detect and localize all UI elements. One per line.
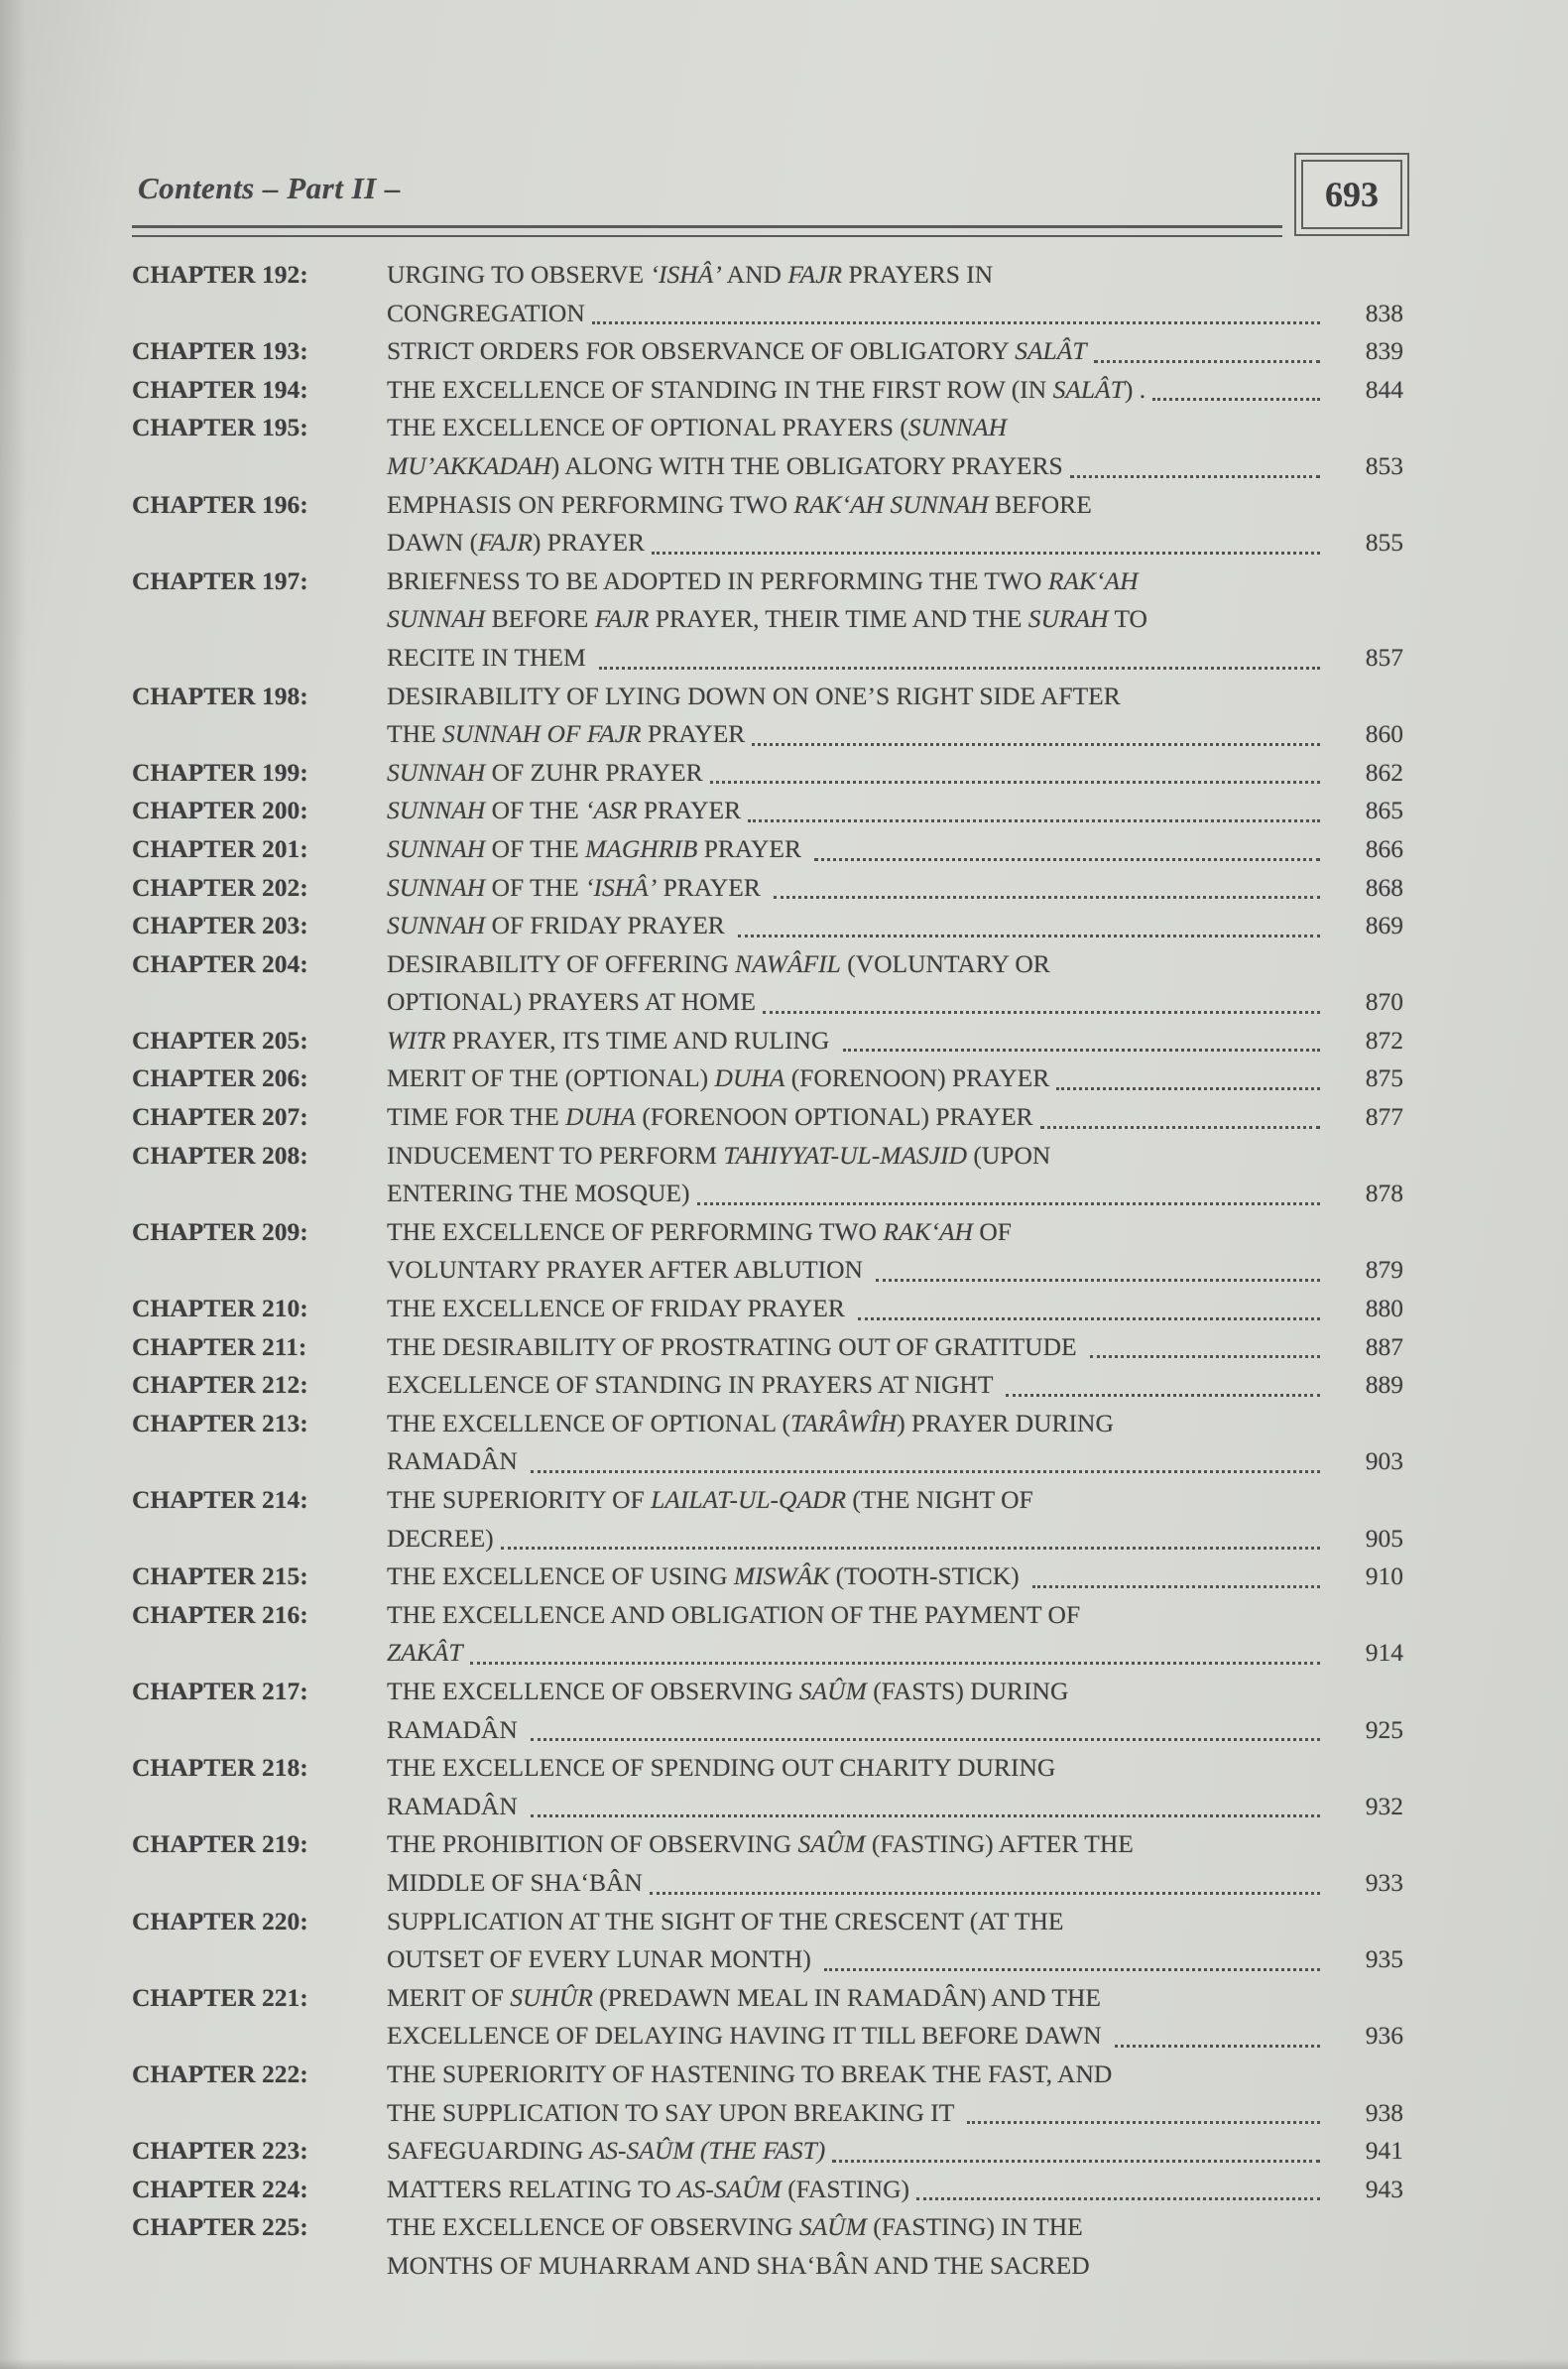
chapter-title <box>387 945 1324 1022</box>
chapter-title-text: THE EXCELLENCE OF FRIDAY PRAYER <box>387 1294 852 1323</box>
dot-leader <box>1040 1126 1320 1129</box>
chapter-title-text: MATTERS RELATING TO AS-SAÛM (FASTING) <box>387 2174 909 2203</box>
chapter-title <box>387 754 1324 793</box>
chapter-label: CHAPTER 207: <box>132 1102 308 1132</box>
header-double-rule <box>132 225 1282 237</box>
toc-entry <box>132 486 1403 562</box>
chapter-title <box>387 562 1324 678</box>
chapter-title-line <box>387 792 1324 830</box>
chapter-title <box>387 332 1324 371</box>
page-ref: 941 <box>1365 2136 1403 2166</box>
chapter-title-text: RAMADÂN <box>387 1714 525 1744</box>
chapter-label: CHAPTER 211: <box>132 1331 307 1361</box>
chapter-title-text: MERIT OF SUHÛR (PREDAWN MEAL IN RAMADÂN) AND THE <box>387 1982 1101 2012</box>
chapter-label: CHAPTER 216: <box>132 1599 308 1629</box>
dot-leader <box>697 1202 1320 1205</box>
page-header-title: Contents – Part II – <box>138 171 401 205</box>
toc-entry <box>132 1825 1403 1902</box>
chapter-title <box>387 2171 1324 2209</box>
chapter-title-line <box>387 2056 1324 2094</box>
chapter-title-line <box>387 256 1324 295</box>
toc-entry <box>132 2208 1403 2285</box>
chapter-label: CHAPTER 223: <box>132 2136 308 2166</box>
chapter-title-line <box>387 1940 1324 1979</box>
toc-entry <box>132 1022 1403 1060</box>
chapter-title-text: RECITE IN THEM <box>387 642 593 672</box>
chapter-title-line <box>387 945 1324 984</box>
chapter-title-line <box>387 830 1324 869</box>
chapter-title-text: MU’AKKADAH) ALONG WITH THE OBLIGATORY PRAYERS <box>387 450 1063 480</box>
chapter-title-text: URGING TO OBSERVE ‘ISHÂ’ AND FAJR PRAYERS IN <box>387 260 994 289</box>
chapter-title <box>387 1022 1324 1060</box>
toc-entry <box>132 332 1403 371</box>
toc-entry <box>132 1290 1403 1328</box>
chapter-title-line <box>387 983 1324 1022</box>
chapter-title-text: THE EXCELLENCE OF USING MISWÂK (TOOTH-STICK) <box>387 1561 1026 1591</box>
chapter-label: CHAPTER 200: <box>132 796 308 825</box>
chapter-title-line <box>387 1098 1324 1137</box>
toc-entry <box>132 1749 1403 1825</box>
page-ref: 838 <box>1365 298 1403 327</box>
dot-leader <box>1070 475 1320 478</box>
dot-leader <box>1094 360 1320 363</box>
toc-entry <box>132 1405 1403 1481</box>
toc-entry <box>132 830 1403 869</box>
toc-entry <box>132 792 1403 830</box>
chapter-title <box>387 792 1324 830</box>
page-ref: 869 <box>1365 911 1403 940</box>
chapter-title-text: EXCELLENCE OF STANDING IN PRAYERS AT NIGHT <box>387 1370 1000 1400</box>
chapter-title-text: THE PROHIBITION OF OBSERVING SAÛM (FASTING) AFTER THE <box>387 1829 1134 1859</box>
chapter-title-text: ENTERING THE MOSQUE) <box>387 1179 690 1208</box>
chapter-title-text: ZAKÂT <box>387 1638 463 1668</box>
chapter-label: CHAPTER 196: <box>132 489 308 519</box>
chapter-label: CHAPTER 193: <box>132 336 308 366</box>
chapter-title-line <box>387 1060 1324 1098</box>
toc-entry <box>132 1558 1403 1596</box>
chapter-title-line <box>387 1481 1324 1520</box>
chapter-title-text: SUNNAH OF FRIDAY PRAYER <box>387 911 732 940</box>
page-ref: 853 <box>1365 450 1403 480</box>
chapter-title-line <box>387 678 1324 716</box>
chapter-title <box>387 830 1324 869</box>
chapter-title-text: STRICT ORDERS FOR OBSERVANCE OF OBLIGATORY SALÂT <box>387 336 1087 366</box>
chapter-title-text: DESIRABILITY OF OFFERING NAWÂFIL (VOLUNTARY OR <box>387 948 1050 978</box>
chapter-title-text: SAFEGUARDING AS-SAÛM (THE FAST) <box>387 2136 826 2166</box>
dot-leader <box>738 935 1320 937</box>
dot-leader <box>843 1049 1320 1052</box>
dot-leader <box>748 819 1320 822</box>
chapter-title <box>387 371 1324 410</box>
chapter-label: CHAPTER 219: <box>132 1829 308 1859</box>
chapter-title-line <box>387 1903 1324 1941</box>
chapter-title <box>387 256 1324 332</box>
chapter-title-line <box>387 869 1324 908</box>
chapter-title <box>387 1481 1324 1558</box>
toc-entry <box>132 1060 1403 1098</box>
dot-leader <box>1056 1087 1320 1090</box>
chapter-title-line <box>387 2208 1324 2247</box>
chapter-title-text: THE SUPERIORITY OF HASTENING TO BREAK THE FAST, AND <box>387 2058 1113 2088</box>
chapter-label: CHAPTER 206: <box>132 1063 308 1093</box>
toc-entry <box>132 1673 1403 1749</box>
chapter-title-line <box>387 562 1324 601</box>
chapter-label: CHAPTER 204: <box>132 948 308 978</box>
chapter-title <box>387 1213 1324 1290</box>
chapter-title-line <box>387 332 1324 371</box>
page-ref: 903 <box>1365 1446 1403 1476</box>
chapter-title-line <box>387 1558 1324 1596</box>
page-ref: 865 <box>1365 796 1403 825</box>
dot-leader <box>876 1279 1320 1282</box>
toc-entry <box>132 1903 1403 1979</box>
chapter-title-text: CONGREGATION <box>387 298 585 327</box>
chapter-title-line <box>387 1825 1324 1864</box>
toc-entry <box>132 1366 1403 1405</box>
chapter-title-text: RAMADÂN <box>387 1791 525 1820</box>
chapter-title <box>387 1825 1324 1902</box>
toc-entry <box>132 1098 1403 1137</box>
chapter-title-text: THE EXCELLENCE AND OBLIGATION OF THE PAYMENT OF <box>387 1599 1081 1629</box>
page-ref: 925 <box>1365 1714 1403 1744</box>
page-ref: 932 <box>1365 1791 1403 1820</box>
page-ref: 933 <box>1365 1867 1403 1897</box>
chapter-title-line <box>387 1634 1324 1673</box>
chapter-title <box>387 1903 1324 1979</box>
chapter-title-text: SUNNAH OF THE ‘ISHÂ’ PRAYER <box>387 872 768 902</box>
chapter-title-line <box>387 1864 1324 1903</box>
dot-leader <box>710 781 1320 784</box>
page-ref: 943 <box>1365 2174 1403 2203</box>
chapter-title-text: VOLUNTARY PRAYER AFTER ABLUTION <box>387 1255 870 1285</box>
toc-entry <box>132 371 1403 410</box>
dot-leader <box>1032 1585 1320 1588</box>
chapter-title-text: THE EXCELLENCE OF SPENDING OUT CHARITY DURING <box>387 1753 1056 1783</box>
chapter-title-text: THE EXCELLENCE OF OBSERVING SAÛM (FASTING) IN THE <box>387 2212 1083 2242</box>
chapter-label: CHAPTER 218: <box>132 1753 308 1783</box>
dot-leader <box>832 2160 1320 2163</box>
chapter-title-line <box>387 907 1324 945</box>
toc-entry <box>132 754 1403 793</box>
chapter-title-text: OUTSET OF EVERY LUNAR MONTH) <box>387 1944 818 1974</box>
chapter-title-line <box>387 1788 1324 1826</box>
toc-entry <box>132 907 1403 945</box>
chapter-title-line <box>387 1290 1324 1328</box>
chapter-label: CHAPTER 215: <box>132 1561 308 1591</box>
toc-entry <box>132 2056 1403 2132</box>
toc-entry <box>132 678 1403 754</box>
dot-leader <box>1090 1355 1320 1358</box>
chapter-title-line <box>387 1022 1324 1060</box>
chapter-title-text: THE EXCELLENCE OF OPTIONAL (TARÂWÎH) PRAYER DURING <box>387 1408 1114 1437</box>
dot-leader <box>967 2121 1320 2124</box>
toc-entry <box>132 2171 1403 2209</box>
dot-leader <box>470 1662 1320 1665</box>
toc-entry <box>132 945 1403 1022</box>
chapter-title-line <box>387 2094 1324 2133</box>
chapter-title <box>387 1137 1324 1213</box>
dot-leader <box>1006 1394 1320 1397</box>
chapter-title-line <box>387 600 1324 639</box>
chapter-title-text: THE EXCELLENCE OF STANDING IN THE FIRST ROW (IN SALÂT) . <box>387 374 1146 404</box>
chapter-title <box>387 2132 1324 2171</box>
chapter-label: CHAPTER 198: <box>132 681 308 710</box>
chapter-title-line <box>387 1328 1324 1367</box>
chapter-title-text: MONTHS OF MUHARRAM AND SHA‘BÂN AND THE SACRED <box>387 2250 1090 2280</box>
chapter-title-text: MIDDLE OF SHA‘BÂN <box>387 1867 643 1897</box>
chapter-label: CHAPTER 199: <box>132 757 308 787</box>
dot-leader <box>650 1892 1320 1895</box>
chapter-title <box>387 1673 1324 1749</box>
chapter-title <box>387 486 1324 562</box>
toc-entry <box>132 409 1403 485</box>
dot-leader <box>531 1470 1320 1473</box>
chapter-title-text: THE EXCELLENCE OF OBSERVING SAÛM (FASTS) DURING <box>387 1676 1069 1705</box>
chapter-title-line <box>387 1442 1324 1481</box>
chapter-title-text: SUPPLICATION AT THE SIGHT OF THE CRESCENT (AT THE <box>387 1906 1064 1935</box>
toc-entry <box>132 1328 1403 1367</box>
chapter-title-text: WITR PRAYER, ITS TIME AND RULING <box>387 1025 836 1055</box>
page-ref: 855 <box>1365 528 1403 558</box>
chapter-title <box>387 1558 1324 1596</box>
dot-leader <box>652 552 1320 555</box>
chapter-title-text: EMPHASIS ON PERFORMING TWO RAK‘AH SUNNAH BEFORE <box>387 489 1092 519</box>
chapter-title-text: TIME FOR THE DUHA (FORENOON OPTIONAL) PRAYER <box>387 1102 1033 1132</box>
dot-leader <box>1152 398 1320 401</box>
chapter-title-text: THE EXCELLENCE OF OPTIONAL PRAYERS (SUNNAH <box>387 413 1008 442</box>
toc-entry <box>132 1979 1403 2056</box>
dot-leader <box>1115 2045 1320 2048</box>
chapter-label: CHAPTER 212: <box>132 1370 308 1400</box>
chapter-label: CHAPTER 213: <box>132 1408 308 1437</box>
page-ref: 905 <box>1365 1523 1403 1553</box>
dot-leader <box>824 1968 1320 1971</box>
chapter-title-line <box>387 1405 1324 1443</box>
page-ref: 935 <box>1365 1944 1403 1974</box>
chapter-title-line <box>387 409 1324 447</box>
page-ref: 879 <box>1365 1255 1403 1285</box>
chapter-title-line <box>387 524 1324 562</box>
page-ref: 889 <box>1365 1370 1403 1400</box>
page-ref: 860 <box>1365 719 1403 749</box>
chapter-title-line <box>387 1366 1324 1405</box>
page-ref: 857 <box>1365 642 1403 672</box>
chapter-title <box>387 1405 1324 1481</box>
chapter-title-text: SUNNAH OF ZUHR PRAYER <box>387 757 703 787</box>
dot-leader <box>774 896 1320 899</box>
toc-entry <box>132 1596 1403 1673</box>
toc-entry <box>132 256 1403 332</box>
chapter-title <box>387 1290 1324 1328</box>
chapter-label: CHAPTER 214: <box>132 1485 308 1514</box>
chapter-label: CHAPTER 209: <box>132 1216 308 1246</box>
chapter-title-text: MERIT OF THE (OPTIONAL) DUHA (FORENOON) PRAYER <box>387 1063 1050 1093</box>
dot-leader <box>592 321 1320 324</box>
page-ref: 936 <box>1365 2021 1403 2051</box>
chapter-title <box>387 2208 1324 2285</box>
chapter-title-line <box>387 371 1324 410</box>
chapter-title <box>387 907 1324 945</box>
chapter-title-line <box>387 1251 1324 1290</box>
chapter-title-line <box>387 486 1324 525</box>
chapter-title-line <box>387 2247 1324 2286</box>
chapter-title-line <box>387 295 1324 333</box>
chapter-title <box>387 1060 1324 1098</box>
chapter-title <box>387 1328 1324 1367</box>
dot-leader <box>531 1814 1320 1817</box>
chapter-title-text: RAMADÂN <box>387 1446 525 1476</box>
dot-leader <box>531 1738 1320 1741</box>
page-ref: 862 <box>1365 757 1403 787</box>
page-number-box <box>1294 153 1409 236</box>
chapter-title-line <box>387 1137 1324 1176</box>
chapter-title-line <box>387 1711 1324 1750</box>
chapter-title-line <box>387 1520 1324 1559</box>
dot-leader <box>858 1317 1320 1320</box>
chapter-label: CHAPTER 205: <box>132 1025 308 1055</box>
page-ref: 872 <box>1365 1025 1403 1055</box>
chapter-title <box>387 1749 1324 1825</box>
chapter-title-text: DECREE) <box>387 1523 494 1553</box>
dot-leader <box>599 667 1320 670</box>
page-ref: 910 <box>1365 1561 1403 1591</box>
chapter-title <box>387 1979 1324 2056</box>
page-number: 693 <box>1325 175 1379 214</box>
dot-leader <box>752 743 1320 746</box>
chapter-label: CHAPTER 222: <box>132 2058 308 2088</box>
page-ref: 870 <box>1365 987 1403 1017</box>
chapter-label: CHAPTER 194: <box>132 374 308 404</box>
chapter-title-text: THE EXCELLENCE OF PERFORMING TWO RAK‘AH OF <box>387 1216 1012 1246</box>
page-ref: 880 <box>1365 1294 1403 1323</box>
chapter-title-line <box>387 1175 1324 1213</box>
toc-entry <box>132 869 1403 908</box>
chapter-title-text: THE DESIRABILITY OF PROSTRATING OUT OF GRATITUDE <box>387 1331 1083 1361</box>
chapter-title-text: THE SUPPLICATION TO SAY UPON BREAKING IT <box>387 2097 961 2127</box>
chapter-title-line <box>387 1749 1324 1788</box>
dot-leader <box>814 858 1320 861</box>
chapter-label: CHAPTER 203: <box>132 911 308 940</box>
chapter-title-line <box>387 715 1324 754</box>
page-ref: 868 <box>1365 872 1403 902</box>
chapter-label: CHAPTER 225: <box>132 2212 308 2242</box>
chapter-title-text: SUNNAH BEFORE FAJR PRAYER, THEIR TIME AND THE SURAH TO <box>387 604 1147 634</box>
chapter-title-line <box>387 447 1324 486</box>
toc-entry <box>132 2132 1403 2171</box>
chapter-title <box>387 1596 1324 1673</box>
chapter-title <box>387 1366 1324 1405</box>
page-ref: 887 <box>1365 1331 1403 1361</box>
chapter-title-text: BRIEFNESS TO BE ADOPTED IN PERFORMING THE TWO RAK‘AH <box>387 565 1139 595</box>
chapter-title <box>387 2056 1324 2132</box>
chapter-title-line <box>387 1979 1324 2018</box>
page-ref: 878 <box>1365 1179 1403 1208</box>
chapter-title-line <box>387 2171 1324 2209</box>
chapter-label: CHAPTER 220: <box>132 1906 308 1935</box>
page-ref: 938 <box>1365 2097 1403 2127</box>
page-ref: 875 <box>1365 1063 1403 1093</box>
page-ref: 866 <box>1365 833 1403 863</box>
chapter-title <box>387 409 1324 485</box>
toc-entry <box>132 562 1403 678</box>
chapter-title <box>387 1098 1324 1137</box>
chapter-title-line <box>387 2132 1324 2171</box>
chapter-title-line <box>387 1596 1324 1635</box>
page-ref: 839 <box>1365 336 1403 366</box>
chapter-label: CHAPTER 224: <box>132 2174 308 2203</box>
chapter-label: CHAPTER 195: <box>132 413 308 442</box>
dot-leader <box>763 1011 1320 1014</box>
chapter-label: CHAPTER 201: <box>132 833 308 863</box>
chapter-title-line <box>387 639 1324 678</box>
page-ref: 914 <box>1365 1638 1403 1668</box>
chapter-label: CHAPTER 210: <box>132 1294 308 1323</box>
chapter-label: CHAPTER 192: <box>132 260 308 289</box>
chapter-title-text: THE SUPERIORITY OF LAILAT-UL-QADR (THE NIGHT OF <box>387 1485 1033 1514</box>
page-number-inner-border <box>1301 160 1402 229</box>
chapter-title-line <box>387 2017 1324 2056</box>
chapter-label: CHAPTER 197: <box>132 565 308 595</box>
chapter-label: CHAPTER 217: <box>132 1676 308 1705</box>
chapter-label: CHAPTER 221: <box>132 1982 308 2012</box>
chapter-title-text: INDUCEMENT TO PERFORM TAHIYYAT-UL-MASJID (UPON <box>387 1140 1051 1170</box>
chapter-title-text: SUNNAH OF THE MAGHRIB PRAYER <box>387 833 808 863</box>
chapter-title-text: OPTIONAL) PRAYERS AT HOME <box>387 987 756 1017</box>
chapter-title-text: EXCELLENCE OF DELAYING HAVING IT TILL BEFORE DAWN <box>387 2021 1109 2051</box>
toc-list <box>132 256 1403 2285</box>
chapter-title-text: DESIRABILITY OF LYING DOWN ON ONE’S RIGHT SIDE AFTER <box>387 681 1121 710</box>
chapter-title-line <box>387 754 1324 793</box>
toc-entry <box>132 1137 1403 1213</box>
toc-entry <box>132 1481 1403 1558</box>
chapter-title <box>387 869 1324 908</box>
chapter-title-text: SUNNAH OF THE ‘ASR PRAYER <box>387 796 742 825</box>
chapter-title-line <box>387 1213 1324 1252</box>
dot-leader <box>501 1547 1320 1550</box>
chapter-title <box>387 678 1324 754</box>
page-ref: 877 <box>1365 1102 1403 1132</box>
page-ref: 844 <box>1365 374 1403 404</box>
dot-leader <box>916 2197 1320 2200</box>
chapter-title-text: THE SUNNAH OF FAJR PRAYER <box>387 719 746 749</box>
chapter-title-line <box>387 1673 1324 1711</box>
chapter-label: CHAPTER 202: <box>132 872 308 902</box>
toc-entry <box>132 1213 1403 1290</box>
chapter-title-text: DAWN (FAJR) PRAYER <box>387 528 646 558</box>
chapter-label: CHAPTER 208: <box>132 1140 308 1170</box>
